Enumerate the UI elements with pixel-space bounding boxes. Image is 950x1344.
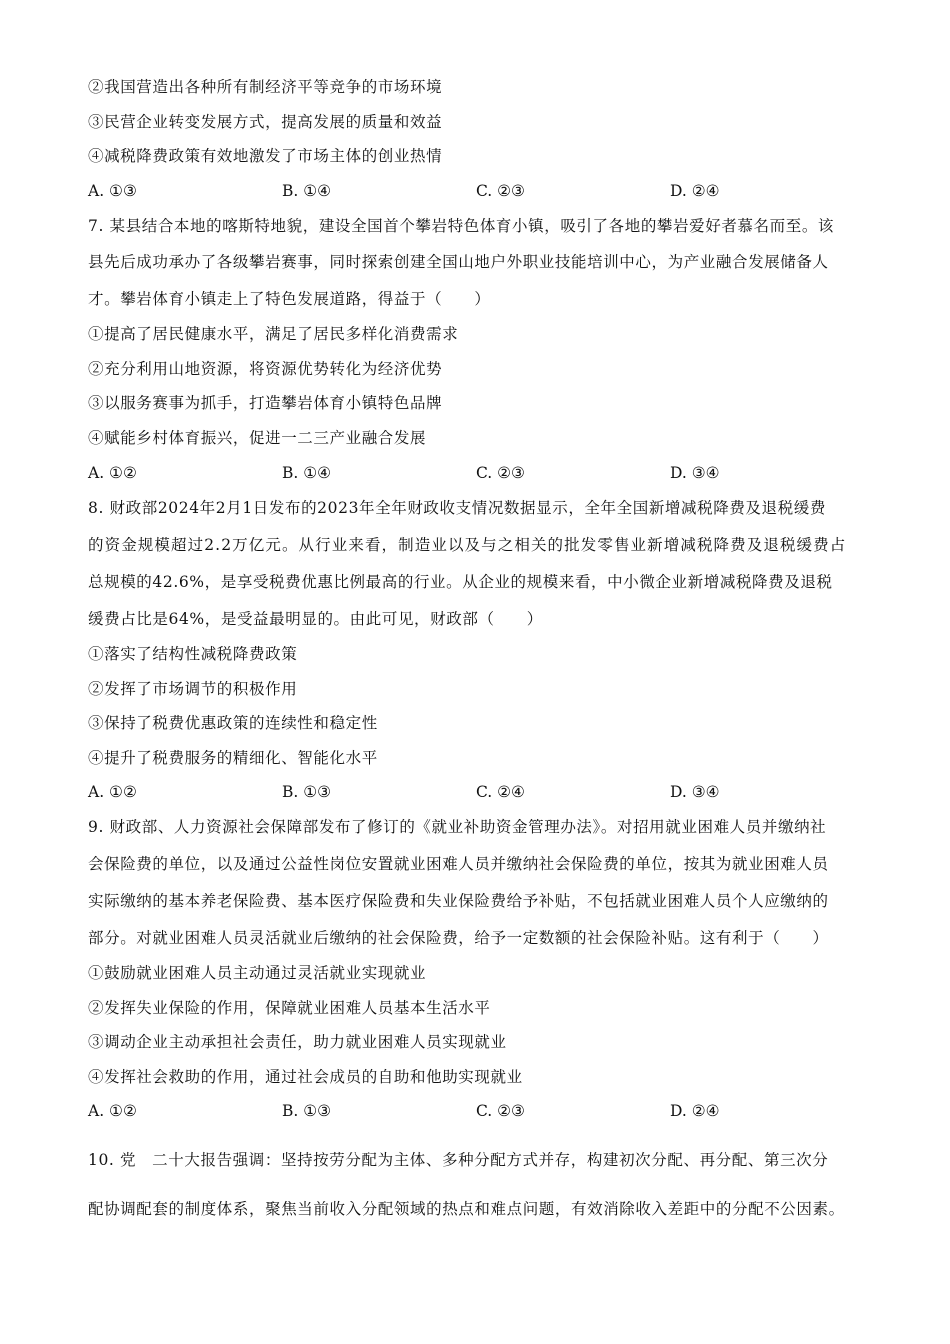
q7-option-a: A. ①② (88, 464, 137, 482)
q9-option-c: C. ②③ (476, 1102, 525, 1120)
q8-stem-line-1: 8. 财政部2024年2月1日发布的2023年全年财政收支情况数据显示，全年全国新增减税降费及退税缓费 (88, 499, 826, 517)
q9-stem-line-1: 9. 财政部、人力资源社会保障部发布了修订的《就业补助资金管理办法》。对招用就业困难人员并缴纳社 (88, 818, 827, 836)
q7-item-2: ②充分利用山地资源，将资源优势转化为经济优势 (88, 360, 443, 378)
q8-item-2: ②发挥了市场调节的积极作用 (88, 680, 298, 698)
q8-stem-line-2: 的资金规模超过2.2万亿元。从行业来看，制造业以及与之相关的批发零售业新增减税降费及退税缓费占 (88, 536, 847, 554)
q7-option-b: B. ①④ (282, 464, 332, 482)
q6-option-a: A. ①③ (88, 182, 137, 200)
q9-option-a: A. ①② (88, 1102, 137, 1120)
q7-stem-line-1: 7. 某县结合本地的喀斯特地貌，建设全国首个攀岩特色体育小镇，吸引了各地的攀岩爱好者慕名而至。该 (88, 217, 835, 235)
q10-stem-line-2: 配协调配套的制度体系，聚焦当前收入分配领域的热点和难点问题，有效消除收入差距中的分配不公因素。 (88, 1200, 845, 1218)
q9-item-1: ①鼓励就业困难人员主动通过灵活就业实现就业 (88, 964, 427, 982)
q9-stem-line-2: 会保险费的单位，以及通过公益性岗位安置就业困难人员并缴纳社会保险费的单位，按其为就业困难人员 (88, 855, 829, 873)
q8-item-3: ③保持了税费优惠政策的连续性和稳定性 (88, 714, 378, 732)
q8-option-d: D. ③④ (670, 783, 720, 801)
q9-item-3: ③调动企业主动承担社会责任，助力就业困难人员实现就业 (88, 1033, 507, 1051)
q7-item-3: ③以服务赛事为抓手，打造攀岩体育小镇特色品牌 (88, 394, 443, 412)
q7-item-4: ④赋能乡村体育振兴，促进一二三产业融合发展 (88, 429, 427, 447)
q6-item-3: ③民营企业转变发展方式，提高发展的质量和效益 (88, 113, 443, 131)
q8-option-b: B. ①③ (282, 783, 332, 801)
q8-item-1: ①落实了结构性减税降费政策 (88, 645, 298, 663)
q9-stem-line-4: 部分。对就业困难人员灵活就业后缴纳的社会保险费，给予一定数额的社会保险补贴。这有利于（ ） (88, 929, 829, 947)
q6-option-b: B. ①④ (282, 182, 332, 200)
q9-stem-line-3: 实际缴纳的基本养老保险费、基本医疗保险费和失业保险费给予补贴，不包括就业困难人员个人应缴纳的 (88, 892, 829, 910)
q7-stem-line-3: 才。攀岩体育小镇走上了特色发展道路，得益于（ ） (88, 290, 491, 308)
q8-item-4: ④提升了税费服务的精细化、智能化水平 (88, 749, 378, 767)
q9-option-b: B. ①③ (282, 1102, 332, 1120)
q8-stem-line-4: 缓费占比是64%，是受益最明显的。由此可见，财政部（ ） (88, 610, 543, 628)
q9-item-2: ②发挥失业保险的作用，保障就业困难人员基本生活水平 (88, 999, 491, 1017)
q7-option-d: D. ③④ (670, 464, 720, 482)
q10-stem-line-1: 10. 党 二十大报告强调：坚持按劳分配为主体、多种分配方式并存，构建初次分配、再分配、第三次分 (88, 1151, 829, 1169)
q8-stem-line-3: 总规模的42.6%，是享受税费优惠比例最高的行业。从企业的规模来看，中小微企业新增减税降费及退税 (88, 573, 833, 591)
q6-item-2: ②我国营造出各种所有制经济平等竞争的市场环境 (88, 78, 443, 96)
q6-option-d: D. ②④ (670, 182, 720, 200)
q7-item-1: ①提高了居民健康水平，满足了居民多样化消费需求 (88, 325, 459, 343)
q6-option-c: C. ②③ (476, 182, 525, 200)
q7-stem-line-2: 县先后成功承办了各级攀岩赛事，同时探索创建全国山地户外职业技能培训中心，为产业融合发展储备人 (88, 253, 829, 271)
q9-item-4: ④发挥社会救助的作用，通过社会成员的自助和他助实现就业 (88, 1068, 523, 1086)
q7-option-c: C. ②③ (476, 464, 525, 482)
q8-option-c: C. ②④ (476, 783, 525, 801)
q9-option-d: D. ②④ (670, 1102, 720, 1120)
q8-option-a: A. ①② (88, 783, 137, 801)
q6-item-4: ④减税降费政策有效地激发了市场主体的创业热情 (88, 147, 443, 165)
